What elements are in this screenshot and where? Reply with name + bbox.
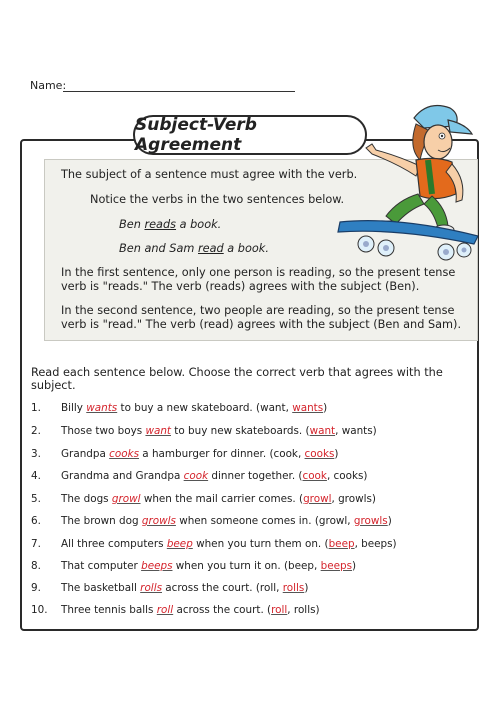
instructions	[31, 366, 456, 392]
worksheet-title: Subject-Verb Agreement	[133, 115, 367, 155]
correct-choice: rolls	[282, 582, 305, 594]
correct-choice: growl	[303, 493, 332, 505]
question-item: 8. That computer beeps when you turn it on. (beep, beeps)	[31, 560, 357, 572]
answer-blank[interactable]: cooks	[109, 448, 139, 460]
question-item: 3. Grandpa cooks a hamburger for dinner. (cook, cooks)	[31, 448, 339, 460]
example-sentence-1: Ben reads a book.	[119, 218, 222, 231]
example-sentence-2: Ben and Sam read a book.	[119, 242, 269, 255]
correct-choice: want	[309, 425, 336, 437]
question-item: 9. The basketball rolls across the court. (roll, rolls)	[31, 582, 309, 594]
rule-text: The subject of a sentence must agree with the verb.	[61, 168, 358, 181]
notice-text: Notice the verbs in the two sentences below.	[90, 193, 345, 206]
correct-choice: beep	[328, 538, 355, 550]
answer-blank[interactable]: cook	[183, 470, 209, 482]
answer-blank[interactable]: roll	[156, 604, 174, 616]
question-item: 1. Billy wants to buy a new skateboard. (want, wants)	[31, 402, 328, 414]
answer-blank[interactable]: want	[145, 425, 171, 437]
answer-blank[interactable]: wants	[86, 402, 118, 414]
question-item: 5. The dogs growl when the mail carrier comes. (growl, growls)	[31, 493, 376, 505]
correct-choice: growls	[353, 515, 388, 527]
explanation-1-line-1: In the first sentence, only one person is reading, so the present tense	[61, 266, 456, 279]
name-field[interactable]	[63, 91, 295, 92]
instructions-line-1: Read each sentence below. Choose the correct verb that agrees with the	[31, 366, 443, 379]
answer-blank[interactable]: beeps	[141, 560, 173, 572]
instructions-line-2: subject.	[31, 379, 76, 392]
explanation-2-line-2: verb is "read." The verb (read) agrees with the subject (Ben and Sam).	[61, 318, 462, 331]
answer-blank[interactable]: growl	[111, 493, 141, 505]
answer-blank[interactable]: beep	[166, 538, 193, 550]
correct-choice: wants	[292, 402, 324, 414]
question-item: 4. Grandma and Grandpa cook dinner together. (cook, cooks)	[31, 470, 368, 482]
correct-choice: beeps	[320, 560, 353, 572]
correct-choice: cook	[302, 470, 327, 482]
correct-choice: roll	[271, 604, 288, 616]
skateboarder-illustration	[328, 98, 478, 268]
correct-choice: cooks	[304, 448, 335, 460]
question-item: 7. All three computers beep when you turn them on. (beep, beeps)	[31, 538, 397, 550]
explanation-2-line-1: In the second sentence, two people are reading, so the present tense	[61, 304, 455, 317]
question-item: 10. Three tennis balls roll across the court. (roll, rolls)	[31, 604, 320, 616]
answer-blank[interactable]: growls	[141, 515, 176, 527]
question-item: 6. The brown dog growls when someone comes in. (growl, growls)	[31, 515, 392, 527]
explanation-1-line-2: verb is "reads." The verb (reads) agrees with the subject (Ben).	[61, 280, 420, 293]
question-item: 2. Those two boys want to buy new skateboards. (want, wants)	[31, 425, 377, 437]
answer-blank[interactable]: rolls	[140, 582, 162, 594]
name-label: Name:	[30, 79, 67, 92]
